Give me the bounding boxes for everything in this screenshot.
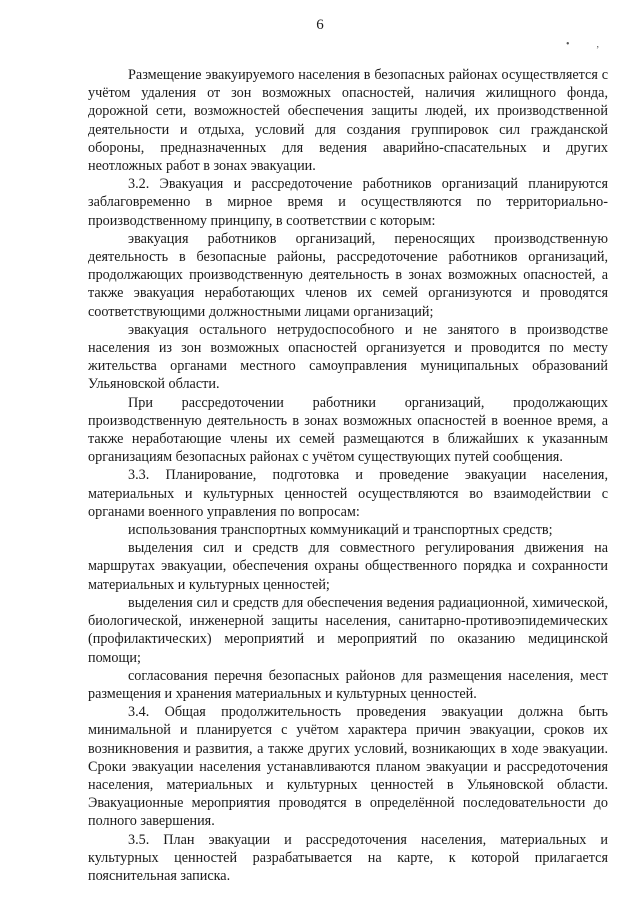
paragraph-3-4: 3.4. Общая продолжительность проведения эвакуации должна быть минимальной и планируется с учётом характера причин эвакуации, сроков их возникновения и развития, а также других условий, возникающих в ходе эвакуации. Сроки эвакуации населения устанавливаются планом эвакуации и рассредоточения населения, материальных и культурных ценностей в Ульяновской области. Эвакуационные мероприятия проводятся в определённой последовательности до полного завершения. bbox=[88, 704, 608, 830]
paragraph-worker-evacuation: эвакуация работников организаций, переносящих производственную деятельность в безопасные районы, рассредоточение работников организаций, продолжающих производственную деятельность в зонах возможных опасностей, а также эвакуация неработающих членов их семей организуются и проводятся соответствующими должностными лицами организаций; bbox=[88, 230, 608, 320]
paragraph-3-2: 3.2. Эвакуация и рассредоточение работников организаций планируются заблаговременно в мирное время и осуществляются по территориально-производственному принципу, в соответствии с которым: bbox=[88, 176, 608, 229]
paragraph-dispersal: При рассредоточении работники организаций, продолжающих производственную деятельность в зонах возможных опасностей в военное время, а также неработающие члены их семей размещаются в ближайших к указанным организациям безопасных районах с учётом существующих путей сообщения. bbox=[88, 394, 608, 466]
list-item-safe-areas: согласования перечня безопасных районов для размещения населения, мест размещения и хранения материальных и культурных ценностей. bbox=[88, 667, 608, 702]
scan-mark: ‚ bbox=[596, 39, 600, 50]
list-item-protection: выделения сил и средств для обеспечения ведения радиационной, химической, биологической, инженерной защиты населения, санитарно-противоэпидемических (профилактических) мероприятий и мероприятий по оказанию медицинской помощи; bbox=[88, 594, 608, 666]
list-item-transport: использования транспортных коммуникаций и транспортных средств; bbox=[128, 522, 553, 539]
paragraph-population-evacuation: эвакуация остального нетрудоспособного и не занятого в производстве населения из зон возможных опасностей организуется и проводится по месту жительства органами местного самоуправления муниципальных образований Ульяновской области. bbox=[88, 321, 608, 393]
page-number: 6 bbox=[316, 17, 324, 33]
list-item-traffic: выделения сил и средств для совместного регулирования движения на маршрутах эвакуации, обеспечения охраны общественного порядка и сохранности материальных и культурных ценностей; bbox=[88, 540, 608, 593]
paragraph-3-5: 3.5. План эвакуации и рассредоточения населения, материальных и культурных ценностей разрабатывается на карте, к которой прилагается пояснительная записка. bbox=[88, 831, 608, 884]
scan-mark: • bbox=[566, 39, 570, 50]
paragraph-3-3: 3.3. Планирование, подготовка и проведение эвакуации населения, материальных и культурных ценностей осуществляются во взаимодействии с органами военного управления по вопросам: bbox=[88, 467, 608, 520]
paragraph-placement: Размещение эвакуируемого населения в безопасных районах осуществляется с учётом удаления от зон возможных опасностей, наличия жилищного фонда, дорожной сети, возможностей обеспечения защиты людей, их производственной деятельности и отдыха, условий для создания группировок сил гражданской обороны, предназначенных для ведения аварийно-спасательных и других неотложных работ в зонах эвакуации. bbox=[88, 67, 608, 175]
document-body bbox=[88, 66, 608, 885]
